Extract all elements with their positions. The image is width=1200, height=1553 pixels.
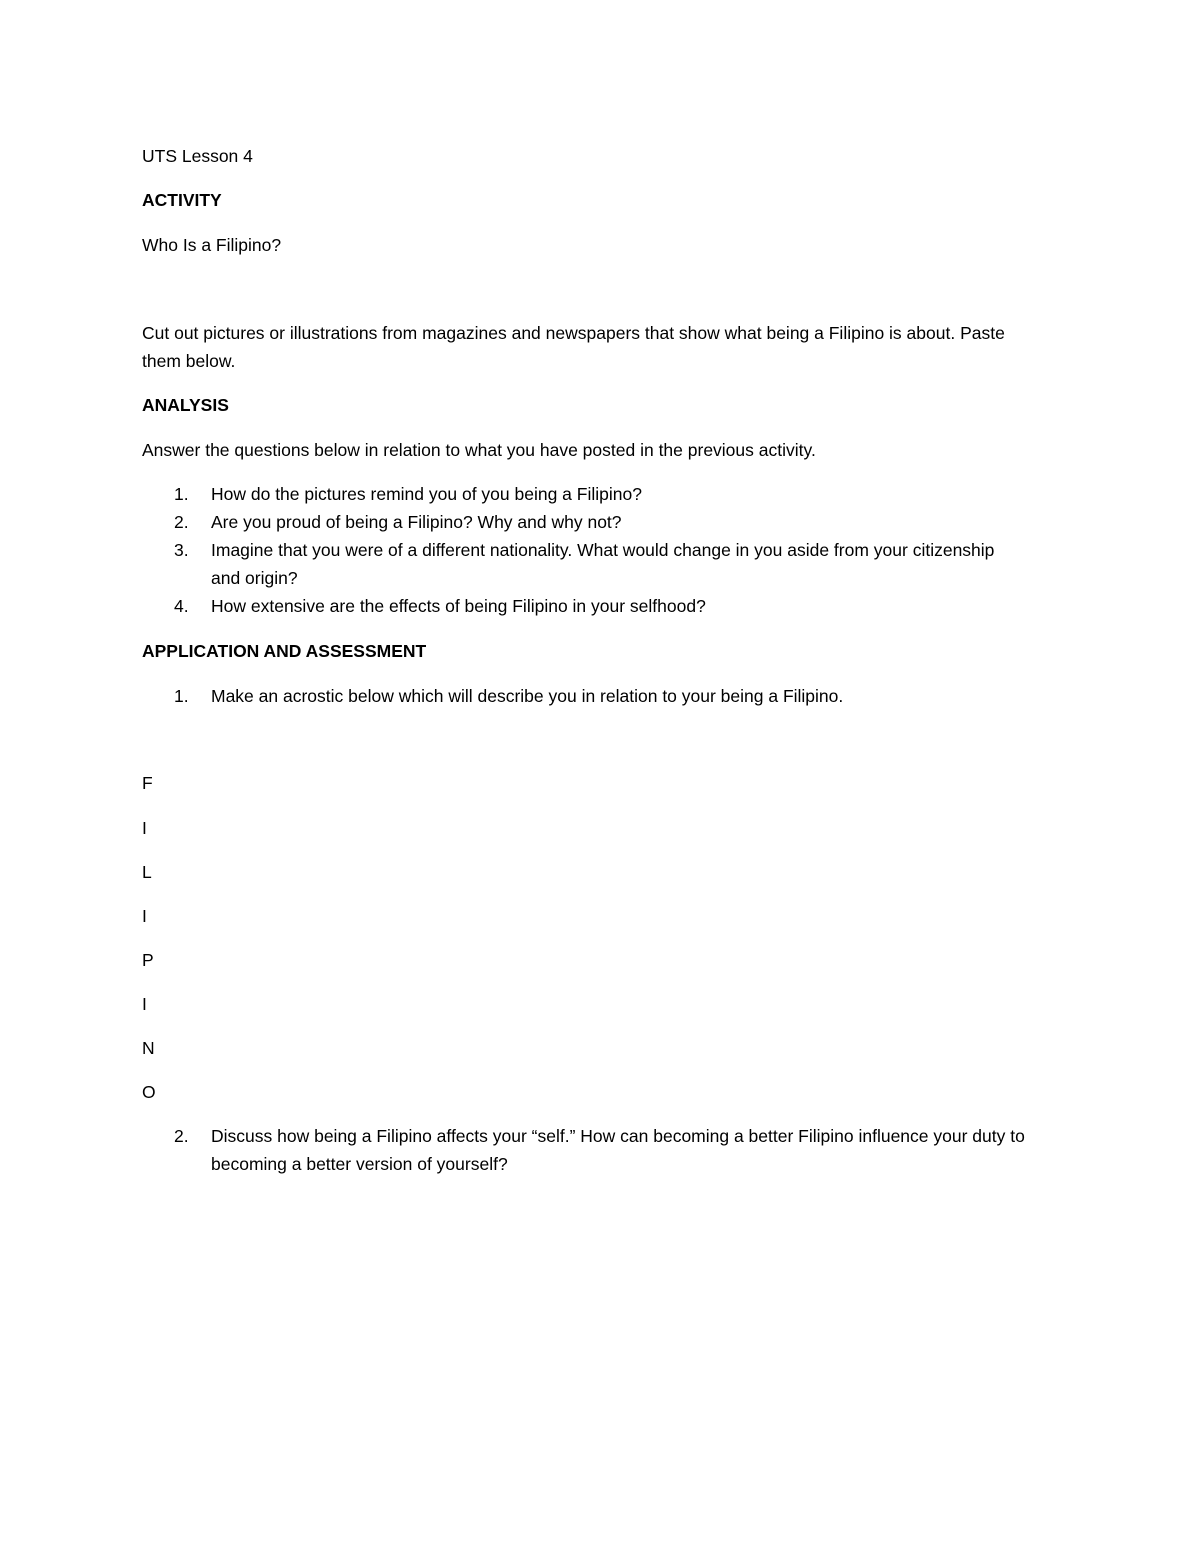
list-item-number: 4.	[174, 596, 189, 616]
application-list	[142, 682, 1042, 710]
list-item	[142, 508, 1042, 536]
activity-instructions: Cut out pictures or illustrations from magazines and newspapers that show what being a Filipino is about. Paste them below.	[142, 323, 1005, 371]
analysis-question-list	[142, 480, 1042, 620]
lesson-title: UTS Lesson 4	[142, 146, 253, 166]
list-item-text: Discuss how being a Filipino affects your “self.” How can becoming a better Filipino influence your duty to becoming a better version of yourself?	[211, 1126, 1025, 1174]
list-item-number: 1.	[174, 686, 189, 706]
acrostic-letter: I	[142, 818, 147, 838]
acrostic-letter: I	[142, 994, 147, 1014]
list-item-text: Make an acrostic below which will describe you in relation to your being a Filipino.	[211, 686, 844, 706]
list-item	[142, 480, 1042, 508]
list-item-number: 2.	[174, 1126, 189, 1146]
activity-title: Who Is a Filipino?	[142, 235, 282, 255]
analysis-intro: Answer the questions below in relation to what you have posted in the previous activity.	[142, 440, 816, 460]
application-list-continued	[142, 1122, 1042, 1178]
list-item	[142, 1122, 1031, 1178]
list-item-number: 2.	[174, 512, 189, 532]
application-heading: APPLICATION AND ASSESSMENT	[142, 641, 427, 661]
activity-heading: ACTIVITY	[142, 190, 222, 210]
list-item-number: 3.	[174, 540, 189, 560]
list-item-text: How extensive are the effects of being Filipino in your selfhood?	[211, 596, 706, 616]
acrostic-letter: N	[142, 1038, 155, 1058]
acrostic-letter: P	[142, 950, 154, 970]
acrostic-letter: I	[142, 906, 147, 926]
acrostic-letter: O	[142, 1082, 156, 1102]
list-item	[142, 682, 1042, 710]
acrostic-letter: L	[142, 862, 152, 882]
acrostic-letter: F	[142, 773, 153, 793]
list-item-number: 1.	[174, 484, 189, 504]
list-item	[142, 592, 1042, 620]
list-item-text: Are you proud of being a Filipino? Why and why not?	[211, 512, 622, 532]
analysis-heading: ANALYSIS	[142, 395, 229, 415]
list-item-text: How do the pictures remind you of you being a Filipino?	[211, 484, 642, 504]
list-item	[142, 536, 1021, 592]
list-item-text: Imagine that you were of a different nationality. What would change in you aside from your citizenship and origin?	[211, 540, 995, 588]
